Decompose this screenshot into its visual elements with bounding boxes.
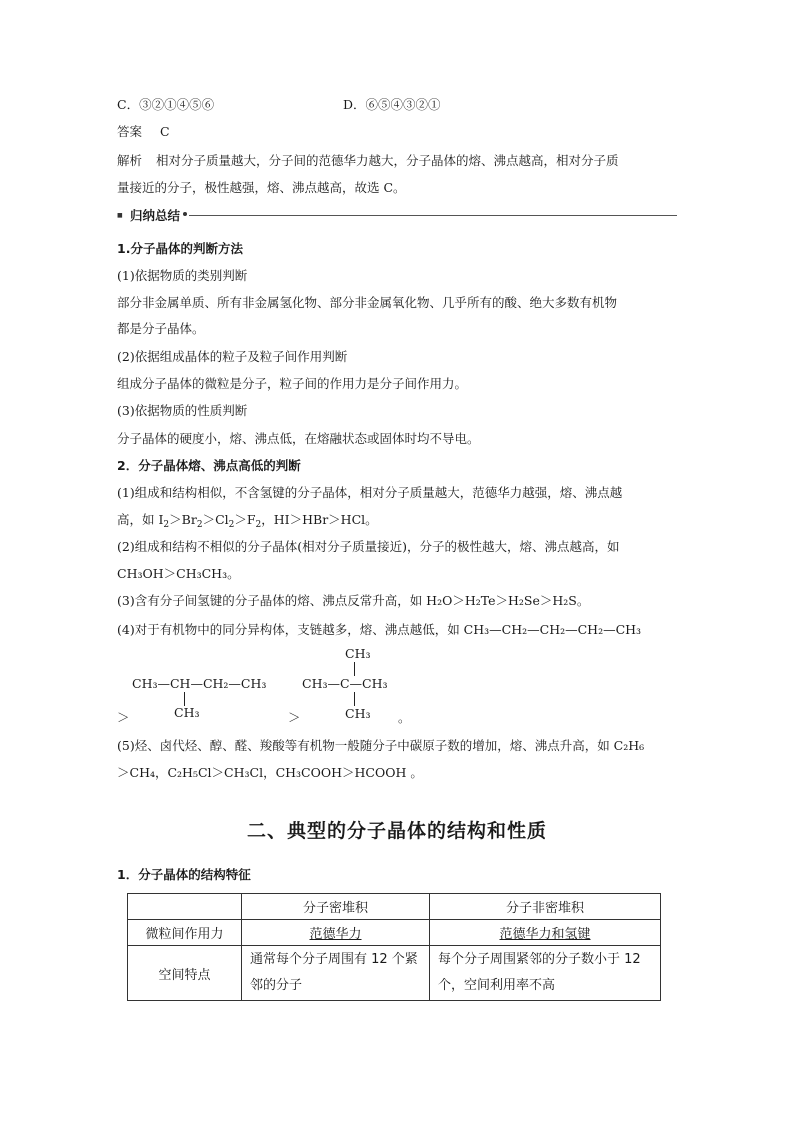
struct2-main: CH₃—C—CH₃ — [302, 676, 388, 691]
s2-r3: (3)含有分子间氢键的分子晶体的熔、沸点反常升高，如 H₂O＞H₂Te＞H₂Se＞H₂S。 — [117, 593, 590, 608]
s2-r5b: ＞CH₄，C₂H₅Cl＞CH₃Cl，CH₃COOH＞HCOOH 。 — [117, 765, 423, 780]
gt-2: ＞ — [288, 710, 301, 725]
table-cell-text: 范德华力 — [309, 927, 362, 942]
s1-title: 1.分子晶体的判断方法 — [117, 241, 243, 256]
struct1-branch: CH₃ — [174, 705, 200, 720]
table-row — [128, 920, 661, 946]
analysis-text-1: 相对分子质量越大，分子间的范德华力越大，分子晶体的熔、沸点越高，相对分子质 — [156, 153, 619, 168]
section-title: 二、典型的分子晶体的结构和性质 — [246, 820, 547, 842]
option-d: D．⑥⑤④③②① — [343, 97, 441, 112]
s1-p1b: 都是分子晶体。 — [117, 321, 205, 336]
table-cell — [430, 920, 661, 946]
structure-subtitle: 1．分子晶体的结构特征 — [117, 867, 251, 882]
s2-r1b-pre: 高，如 I — [117, 512, 164, 527]
table-cell: 微粒间作用力 — [128, 920, 242, 946]
s1-p1: (1)依据物质的类别判断 — [117, 268, 248, 283]
s2-r1a: (1)组成和结构相似，不含氢键的分子晶体，相对分子质量越大，范德华力越强，熔、沸点越 — [117, 485, 623, 500]
table-header-cell: 分子非密堆积 — [430, 894, 661, 920]
table-header-row — [128, 894, 661, 920]
s1-p2: (2)依据组成晶体的粒子及粒子间作用判断 — [117, 349, 348, 364]
struct2-top: CH₃ — [345, 646, 371, 661]
table-cell: 每个分子周围紧邻的分子数小于 12 个，空间利用率不高 — [430, 946, 661, 1001]
struct2-bond-top — [354, 662, 355, 676]
summary-bullet-icon: ■ — [117, 212, 124, 219]
struct1-bond — [184, 692, 185, 706]
s2-r2a: (2)组成和结构不相似的分子晶体(相对分子质量接近)，分子的极性越大，熔、沸点越高，如 — [117, 539, 620, 554]
struct1-main: CH₃—CH—CH₂—CH₃ — [132, 676, 267, 691]
table-cell: 空间特点 — [128, 946, 242, 1001]
s2-r4: (4)对于有机物中的同分异构体，支链越多，熔、沸点越低，如 CH₃—CH₂—CH₂—CH₂—CH₃ — [117, 622, 642, 637]
table-row — [128, 946, 661, 1001]
summary-label: 归纳总结 — [130, 208, 181, 223]
summary-dot-icon — [183, 212, 187, 216]
summary-header — [117, 206, 677, 224]
s2-r5a: (5)烃、卤代烃、醇、醛、羧酸等有机物一般随分子中碳原子数的增加，熔、沸点升高，如 C₂H₆ — [117, 738, 645, 753]
s1-p1a: 部分非金属单质、所有非金属氢化物、部分非金属氧化物、几乎所有的酸、绝大多数有机物 — [117, 295, 618, 310]
s1-p2a: 组成分子晶体的微粒是分子，粒子间的作用力是分子间作用力。 — [117, 376, 468, 391]
crystal-structure-table — [127, 893, 661, 1001]
s1-p3: (3)依据物质的性质判断 — [117, 403, 248, 418]
s2-r1b-rest: ，HI＞HBr＞HCl。 — [261, 512, 378, 527]
gt-1: ＞ — [117, 710, 130, 725]
table-cell: 通常每个分子周围有 12 个紧邻的分子 — [242, 946, 430, 1001]
struct2-bottom: CH₃ — [345, 706, 371, 721]
table-cell — [242, 920, 430, 946]
period-end: 。 — [398, 710, 411, 725]
s2-r2b: CH₃OH＞CH₃CH₃。 — [117, 566, 240, 581]
table-cell-text: 范德华力和氢键 — [499, 927, 591, 942]
answer-line — [117, 123, 170, 141]
analysis-label: 解析 — [117, 153, 143, 168]
s2-title: 2．分子晶体熔、沸点高低的判断 — [117, 458, 301, 473]
struct2-bond-bottom — [354, 692, 355, 706]
table-header-cell — [128, 894, 242, 920]
analysis-line-1 — [117, 152, 619, 170]
summary-rule — [189, 215, 677, 216]
table-header-cell: 分子密堆积 — [242, 894, 430, 920]
answer-label: 答案 — [117, 124, 143, 139]
s2-r1b: 高，如 $I_2>Br_2>Cl_2>F_2$，HI＞HBr＞HCl。 — [117, 512, 378, 530]
analysis-text-2: 量接近的分子，极性越强，熔、沸点越高，故选 C。 — [117, 180, 406, 195]
answer-value: C — [160, 124, 170, 139]
option-c: C．③②①④⑤⑥ — [117, 97, 215, 112]
s1-p3a: 分子晶体的硬度小，熔、沸点低，在熔融状态或固体时均不导电。 — [117, 431, 480, 446]
